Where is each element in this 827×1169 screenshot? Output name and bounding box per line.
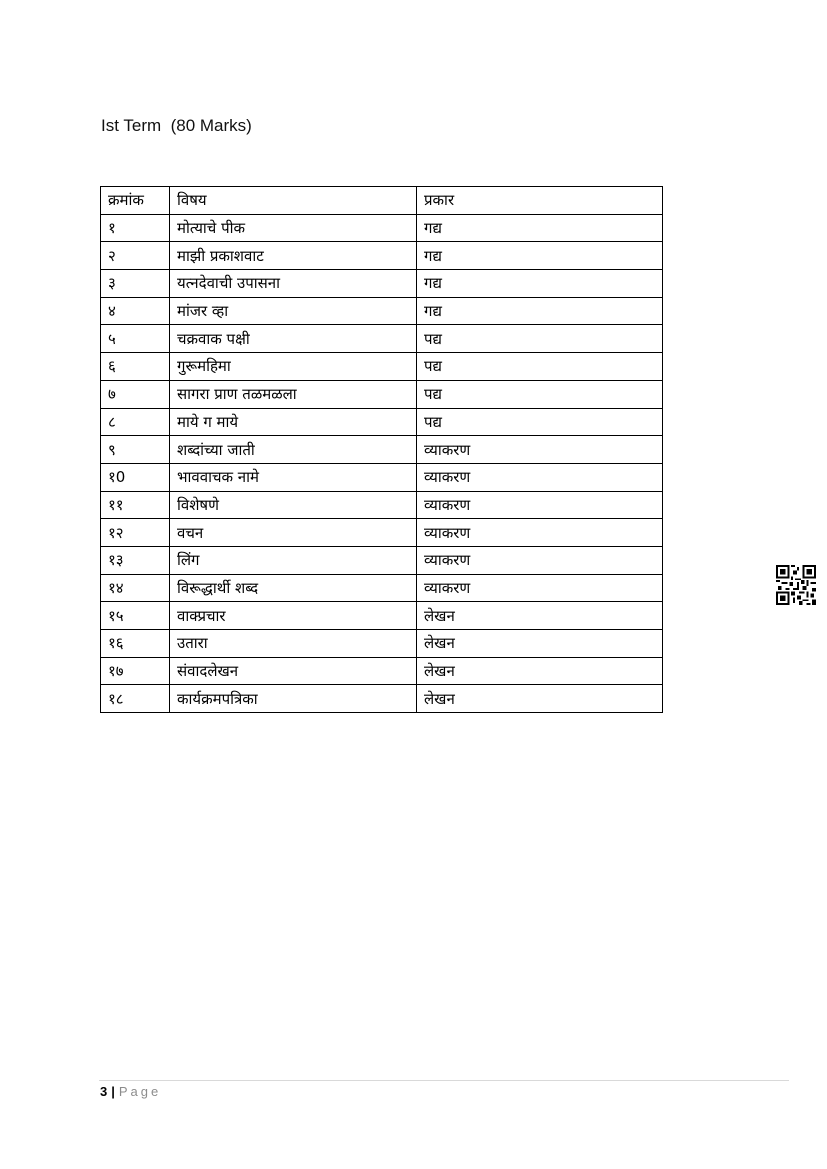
cell-topic: सागरा प्राण तळमळला: [170, 380, 417, 408]
cell-topic: लिंग: [170, 546, 417, 574]
cell-topic: संवादलेखन: [170, 657, 417, 685]
cell-type: गद्य: [417, 214, 663, 242]
cell-topic: गुरूमहिमा: [170, 353, 417, 381]
cell-topic: भाववाचक नामे: [170, 463, 417, 491]
column-header-topic: विषय: [170, 187, 417, 215]
cell-topic: मोत्याचे पीक: [170, 214, 417, 242]
cell-topic: कार्यक्रमपत्रिका: [170, 685, 417, 713]
cell-type: गद्य: [417, 297, 663, 325]
table-row: [101, 325, 663, 353]
table-row: [101, 630, 663, 658]
table-row: [101, 602, 663, 630]
page-label: Page: [118, 1084, 162, 1099]
cell-type: पद्य: [417, 325, 663, 353]
cell-serial: १३: [101, 546, 170, 574]
cell-type: लेखन: [417, 657, 663, 685]
cell-type: लेखन: [417, 630, 663, 658]
page-heading: Ist Term (80 Marks): [101, 116, 252, 135]
cell-serial: ९: [101, 436, 170, 464]
syllabus-table: [100, 186, 663, 713]
cell-topic: वचन: [170, 519, 417, 547]
cell-serial: ८: [101, 408, 170, 436]
cell-type: व्याकरण: [417, 546, 663, 574]
cell-serial: ११: [101, 491, 170, 519]
cell-topic: मांजर व्हा: [170, 297, 417, 325]
cell-type: पद्य: [417, 408, 663, 436]
cell-type: व्याकरण: [417, 463, 663, 491]
cell-serial: १0: [101, 463, 170, 491]
cell-type: लेखन: [417, 685, 663, 713]
cell-topic: विशेषणे: [170, 491, 417, 519]
cell-topic: माये ग माये: [170, 408, 417, 436]
column-header-serial: क्रमांक: [101, 187, 170, 215]
cell-serial: ७: [101, 380, 170, 408]
cell-topic: उतारा: [170, 630, 417, 658]
table-row: [101, 574, 663, 602]
cell-type: गद्य: [417, 270, 663, 298]
table-row: [101, 353, 663, 381]
column-header-type: प्रकार: [417, 187, 663, 215]
table-row: [101, 436, 663, 464]
cell-serial: १२: [101, 519, 170, 547]
cell-serial: १५: [101, 602, 170, 630]
table-row: [101, 270, 663, 298]
cell-serial: ३: [101, 270, 170, 298]
page-footer: [100, 1084, 161, 1099]
cell-serial: ६: [101, 353, 170, 381]
cell-topic: वाक्प्रचार: [170, 602, 417, 630]
cell-type: पद्य: [417, 380, 663, 408]
cell-serial: ५: [101, 325, 170, 353]
cell-type: लेखन: [417, 602, 663, 630]
cell-serial: ४: [101, 297, 170, 325]
table-row: [101, 685, 663, 713]
table-row: [101, 491, 663, 519]
cell-type: व्याकरण: [417, 519, 663, 547]
cell-serial: १६: [101, 630, 170, 658]
cell-type: व्याकरण: [417, 436, 663, 464]
table-row: [101, 380, 663, 408]
cell-topic: शब्दांच्या जाती: [170, 436, 417, 464]
table-row: [101, 657, 663, 685]
cell-type: व्याकरण: [417, 574, 663, 602]
table-row: [101, 546, 663, 574]
table-row: [101, 408, 663, 436]
table-row: [101, 463, 663, 491]
table-header-row: [101, 187, 663, 215]
cell-serial: १८: [101, 685, 170, 713]
cell-type: व्याकरण: [417, 491, 663, 519]
cell-topic: यत्नदेवाची उपासना: [170, 270, 417, 298]
table-row: [101, 214, 663, 242]
cell-serial: १: [101, 214, 170, 242]
cell-serial: २: [101, 242, 170, 270]
cell-topic: माझी प्रकाशवाट: [170, 242, 417, 270]
footer-divider: [99, 1080, 789, 1081]
cell-type: पद्य: [417, 353, 663, 381]
cell-topic: विरूद्धार्थी शब्द: [170, 574, 417, 602]
cell-serial: १७: [101, 657, 170, 685]
cell-type: गद्य: [417, 242, 663, 270]
qr-code-icon: [776, 565, 816, 605]
cell-serial: १४: [101, 574, 170, 602]
footer-separator: |: [111, 1084, 115, 1099]
table-row: [101, 242, 663, 270]
page-number: 3: [100, 1084, 108, 1099]
cell-topic: चक्रवाक पक्षी: [170, 325, 417, 353]
table-row: [101, 519, 663, 547]
table-row: [101, 297, 663, 325]
